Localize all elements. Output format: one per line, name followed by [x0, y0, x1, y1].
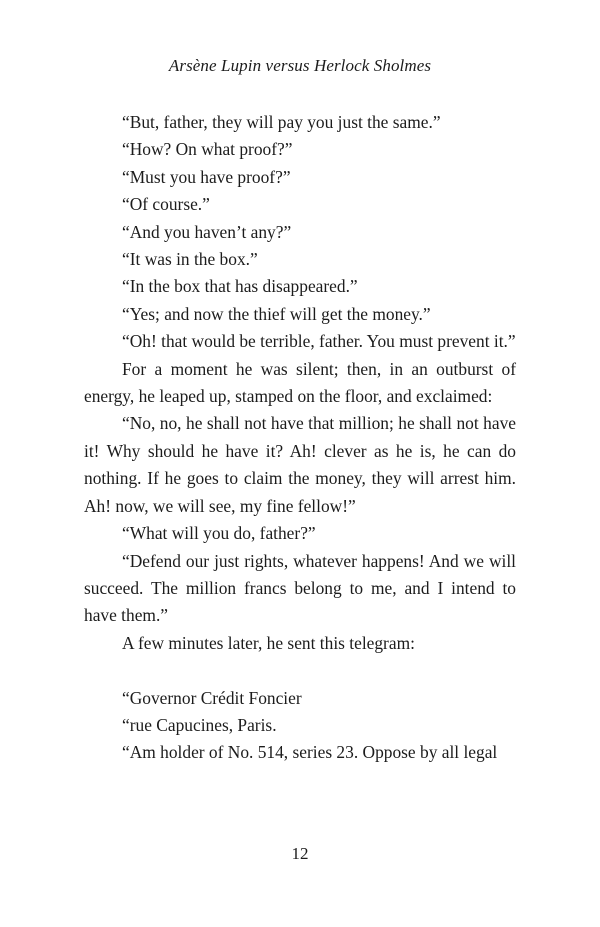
- paragraph: “How? On what proof?”: [122, 139, 293, 160]
- paragraph: “No, no, he shall not have that million; he shall not have it! Why should he have it? Ah! clever as he is, he can do nothing. If he goes to claim the money, they will arrest him. Ah! now, we will see, my fine fellow!”: [84, 413, 516, 516]
- paragraph: “Oh! that would be terrible, father. You must prevent it.”: [122, 331, 516, 352]
- telegram-line: “Am holder of No. 514, series 23. Oppose by all legal: [122, 742, 498, 763]
- paragraph: “Yes; and now the thief will get the money.”: [122, 303, 431, 324]
- paragraph: A few minutes later, he sent this telegram:: [122, 632, 415, 653]
- paragraph: “What will you do, father?”: [122, 523, 316, 544]
- body-text: [84, 109, 516, 767]
- page-number: 12: [291, 844, 309, 863]
- telegram-line: “rue Capucines, Paris.: [122, 714, 277, 735]
- paragraph: “But, father, they will pay you just the same.”: [122, 112, 441, 132]
- paragraph: “Of course.”: [122, 194, 210, 215]
- telegram-line: “Governor Crédit Foncier: [122, 687, 302, 708]
- blank-line: [84, 657, 516, 684]
- paragraph: “Defend our just rights, whatever happens! And we will succeed. The million francs belong to me, and I intend to have them.”: [84, 550, 516, 626]
- paragraph: “Must you have proof?”: [122, 166, 291, 187]
- paragraph: “And you haven’t any?”: [122, 221, 292, 242]
- paragraph: For a moment he was silent; then, in an outburst of energy, he leaped up, stamped on the floor, and exclaimed:: [84, 358, 516, 407]
- paragraph: “In the box that has disappeared.”: [122, 276, 358, 297]
- running-head: Arsène Lupin versus Herlock Sholmes: [168, 56, 432, 75]
- paragraph: “It was in the box.”: [122, 249, 258, 270]
